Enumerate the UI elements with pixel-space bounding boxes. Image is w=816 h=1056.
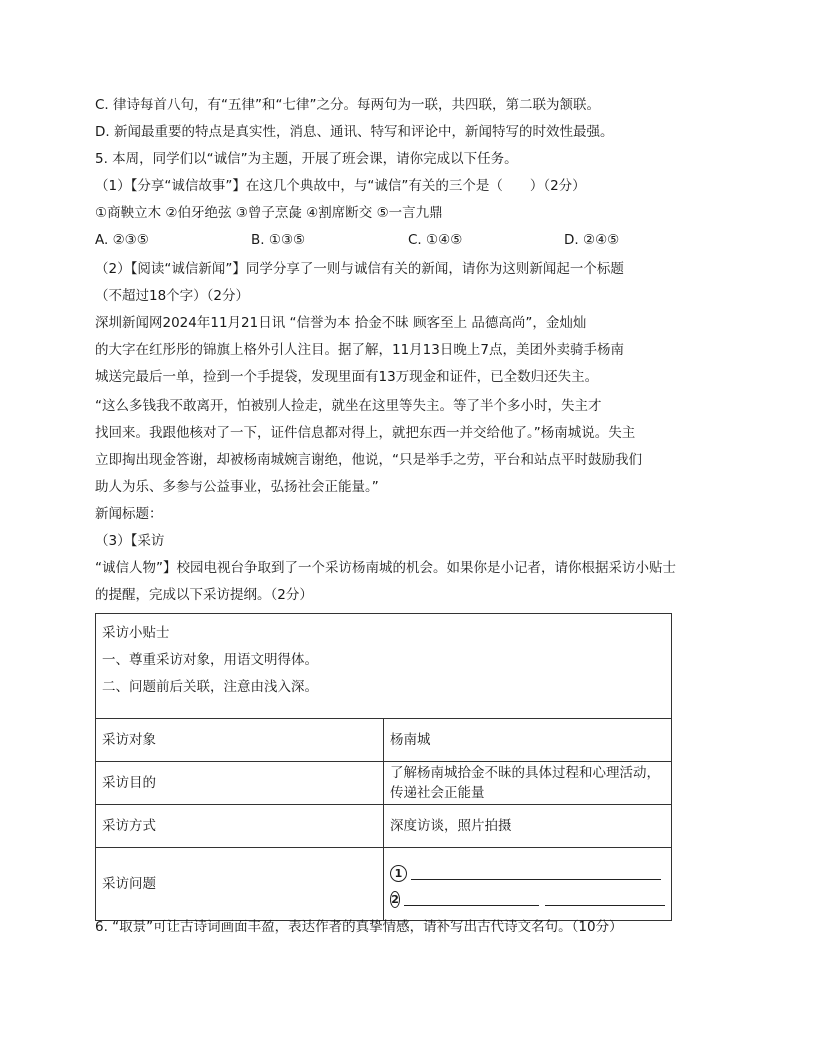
answer-blank-2a[interactable] bbox=[404, 889, 538, 906]
choice-c[interactable]: C. ①④⑤ bbox=[408, 232, 463, 248]
interview-outline-table bbox=[95, 613, 672, 921]
circled-number-2: 2 bbox=[391, 893, 399, 906]
news-paragraph-line: “这么多钱我不敢离开，怕被别人捡走，就坐在这里等失主。等了半个多小时，失主才 bbox=[95, 398, 602, 414]
sub-question-3-text: “诚信人物”】校园电视台争取到了一个采访杨南城的机会。如果你是小记者，请你根据采访小贴士 bbox=[95, 560, 676, 576]
question-line-2 bbox=[390, 884, 665, 910]
news-paragraph-line: 找回来。我跟他核对了一下，证件信息都对得上，就把东西一并交给他了。”杨南城说。失主 bbox=[95, 425, 636, 441]
option-c-statement: C. 律诗每首八句，有“五律”和“七律”之分。每两句为一联，共四联，第二联为颔联。 bbox=[95, 97, 600, 113]
row-label-questions: 采访问题 bbox=[96, 848, 384, 921]
circled-number-1: 1 bbox=[390, 865, 407, 882]
tips-item: 一、尊重采访对象，用语文明得体。 bbox=[102, 652, 318, 668]
tips-title: 采访小贴士 bbox=[102, 625, 170, 641]
row-value-purpose: 了解杨南城拾金不昧的具体过程和心理活动，传递社会正能量 bbox=[384, 762, 672, 805]
tips-item: 二、问题前后关联，注意由浅入深。 bbox=[102, 679, 318, 695]
news-paragraph-line: 立即掏出现金答谢，却被杨南城婉言谢绝，他说，“只是举手之劳，平台和站点平时鼓励我们 bbox=[95, 452, 642, 468]
news-paragraph-line: 助人为乐、多参与公益事业，弘扬社会正能量。” bbox=[95, 479, 379, 495]
choice-a[interactable]: A. ②③⑤ bbox=[95, 232, 149, 248]
sub-question-2: （2）【阅读“诚信新闻”】同学分享了一则与诚信有关的新闻，请你为这则新闻起一个标题 bbox=[95, 261, 624, 277]
interview-tips-cell bbox=[96, 614, 672, 719]
news-paragraph-line: 城送完最后一单，捡到一个手提袋，发现里面有13万现金和证件，已全数归还失主。 bbox=[95, 369, 599, 385]
choice-d[interactable]: D. ②④⑤ bbox=[564, 232, 620, 248]
news-paragraph-line: 深圳新闻网2024年11月21日讯 “信誉为本 拾金不昧 顾客至上 品德高尚”，金灿灿 bbox=[95, 315, 587, 331]
question-5-title: 5. 本周，同学们以“诚信”为主题，开展了班会课，请你完成以下任务。 bbox=[95, 151, 518, 167]
sub-question-3-text: 的提醒，完成以下采访提纲。（2分） bbox=[95, 587, 313, 603]
sub-question-3: （3）【采访 bbox=[95, 533, 165, 549]
row-value-method: 深度访谈，照片拍摄 bbox=[384, 805, 672, 848]
sub-question-1: （1）【分享“诚信故事”】在这几个典故中，与“诚信”有关的三个是（ ）（2分） bbox=[95, 178, 586, 194]
row-label-method: 采访方式 bbox=[96, 805, 384, 848]
sub-question-2-limit: （不超过18个字）（2分） bbox=[95, 288, 250, 304]
choice-b[interactable]: B. ①③⑤ bbox=[251, 232, 306, 248]
story-list: ①商鞅立木 ②伯牙绝弦 ③曾子烹彘 ④割席断交 ⑤一言九鼎 bbox=[95, 205, 443, 221]
answer-blank-2b[interactable] bbox=[545, 889, 665, 906]
row-label-target: 采访对象 bbox=[96, 719, 384, 762]
interview-questions-cell bbox=[384, 848, 672, 921]
row-value-target: 杨南城 bbox=[384, 719, 672, 762]
question-6-title: 6. “取景”可让古诗词画面丰盈，表达作者的真挚情感，请补写出古代诗文名句。（10分） bbox=[95, 919, 623, 935]
news-paragraph-line: 的大字在红彤彤的锦旗上格外引人注目。据了解，11月13日晚上7点，美团外卖骑手杨南 bbox=[95, 342, 624, 358]
question-line-1 bbox=[390, 858, 665, 884]
option-d-statement: D. 新闻最重要的特点是真实性，消息、通讯、特写和评论中，新闻特写的时效性最强。 bbox=[95, 124, 614, 140]
news-headline-prompt[interactable]: 新闻标题： bbox=[95, 506, 163, 522]
row-label-purpose: 采访目的 bbox=[96, 762, 384, 805]
answer-blank-1[interactable] bbox=[411, 863, 661, 880]
